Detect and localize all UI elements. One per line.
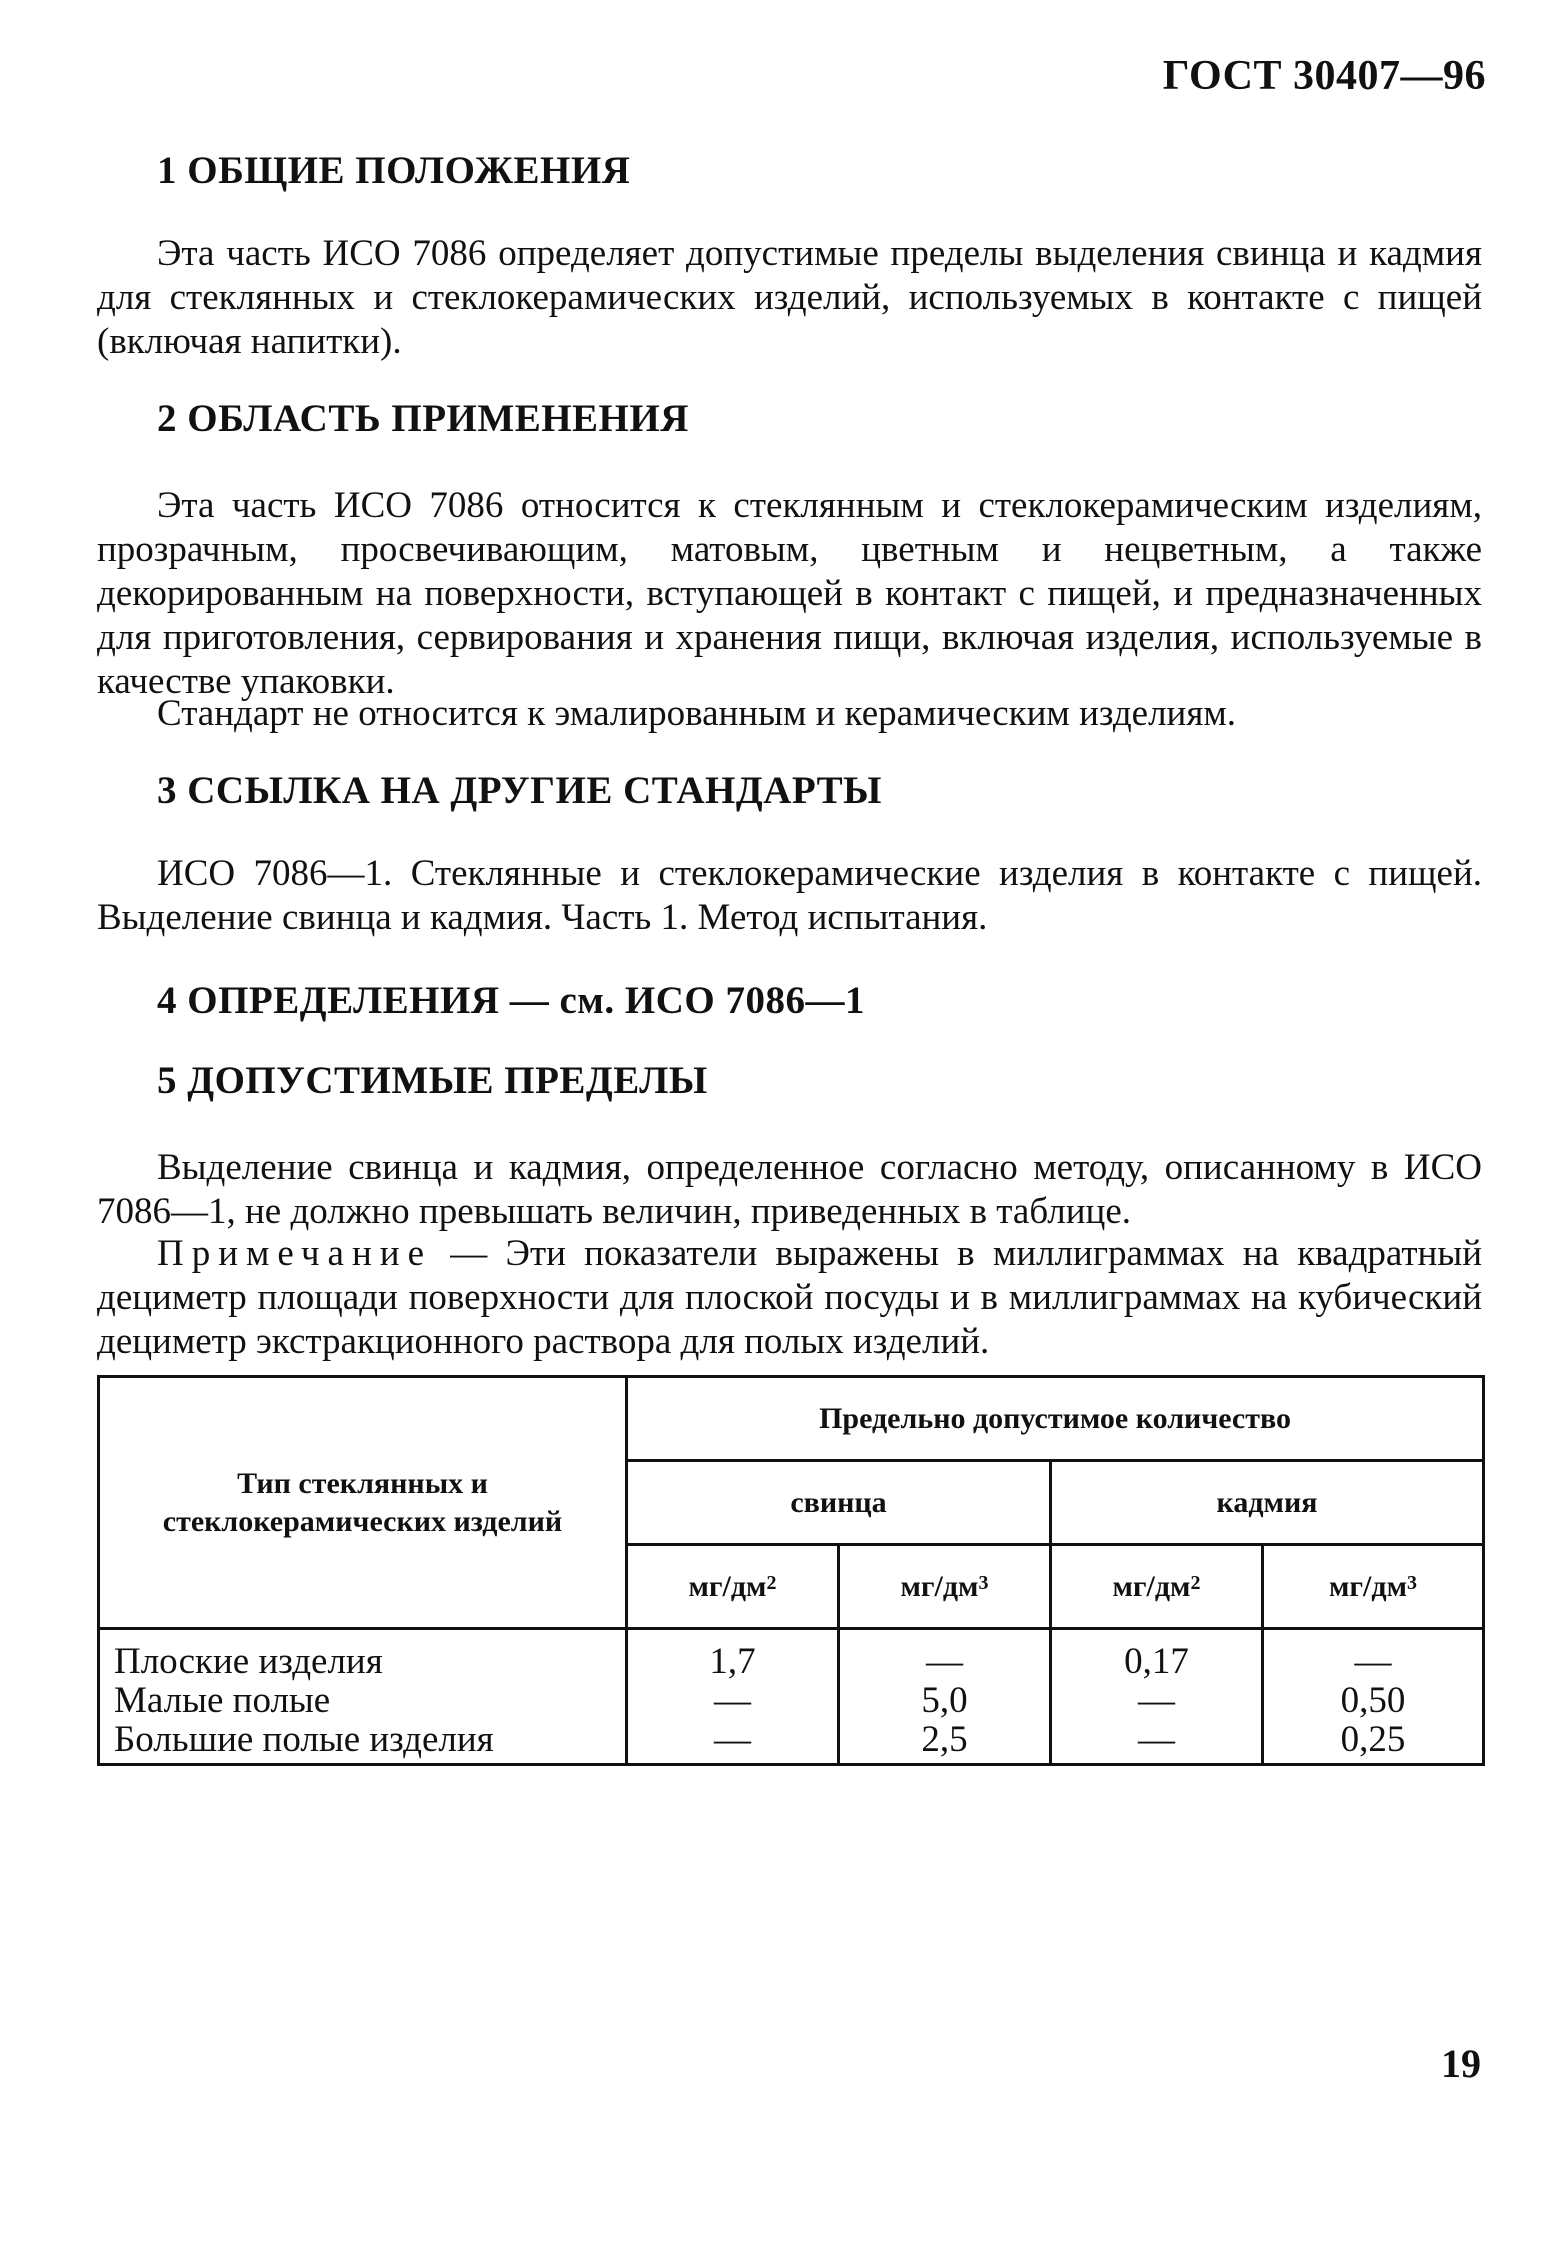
product-type-cell: Малые полые [99,1681,627,1720]
table-row [99,1681,1484,1720]
document-code: ГОСТ 30407—96 [1162,53,1486,99]
lead-unit-area: $мг/дм^2$ [627,1545,839,1629]
permissible-amount-header: Предельно допустимое количество [627,1377,1484,1461]
lead-area-cell: — [627,1720,839,1765]
section-5-heading: 5 ДОПУСТИМЫЕ ПРЕДЕЛЫ [157,1059,708,1102]
section-5-paragraph: Выделение свинца и кадмия, определенное согласно методу, описанному в ИСО 7086—1, не должно превышать величин, приведенных в таблице. [97,1147,1482,1232]
note-label: Примечание [157,1233,432,1274]
limits-table-container [97,1375,1482,1766]
cadmium-area-cell: — [1051,1681,1263,1720]
product-type-cell: Плоские изделия [99,1629,627,1682]
lead-header: свинца [627,1461,1051,1545]
lead-area-cell: 1,7 [627,1629,839,1682]
section-5-note [97,1232,1482,1364]
cadmium-volume-cell: — [1263,1629,1484,1682]
section-4-heading: 4 ОПРЕДЕЛЕНИЯ — см. ИСО 7086—1 [157,979,865,1022]
cadmium-volume-cell: 0,25 [1263,1720,1484,1765]
lead-unit-volume: $мг/дм^3$ [839,1545,1051,1629]
cadmium-unit-area: $мг/дм^2$ [1051,1545,1263,1629]
section-2-heading: 2 ОБЛАСТЬ ПРИМЕНЕНИЯ [157,397,689,440]
table-row [99,1629,1484,1682]
lead-area-cell: — [627,1681,839,1720]
lead-volume-cell: — [839,1629,1051,1682]
section-1-heading: 1 ОБЩИЕ ПОЛОЖЕНИЯ [157,149,631,192]
section-3-paragraph: ИСО 7086—1. Стеклянные и стеклокерамические изделия в контакте с пищей. Выделение свинца и кадмия. Часть 1. Метод испытания. [97,853,1482,938]
page-number: 19 [1441,2041,1481,2086]
product-type-cell: Большие полые изделия [99,1720,627,1765]
product-type-header: Тип стеклянных и стеклокерамических изделий [99,1377,627,1629]
section-1-paragraph: Эта часть ИСО 7086 определяет допустимые пределы выделения свинца и кадмия для стеклянных и стеклокерамических изделий, используемых в контакте с пищей (включая напитки). [97,233,1482,362]
cadmium-area-cell: 0,17 [1051,1629,1263,1682]
cadmium-area-cell: — [1051,1720,1263,1765]
limits-table [97,1375,1485,1766]
section-2-paragraph: Эта часть ИСО 7086 относится к стеклянным и стеклокерамическим изделиям, прозрачным, просвечивающим, матовым, цветным и нецветным, а также декорированным на поверхности, вступающей в контакт с пищей, и предназначенных для приготовления, сервирования и хранения пищи, включая изделия, используемые в качестве упаковки. [97,485,1482,702]
table-row [99,1720,1484,1765]
section-2-paragraph-2: Стандарт не относится к эмалированным и керамическим изделиям. [157,693,1237,734]
lead-volume-cell: 2,5 [839,1720,1051,1765]
cadmium-header: кадмия [1051,1461,1484,1545]
cadmium-unit-volume: $мг/дм^3$ [1263,1545,1484,1629]
section-3-heading: 3 ССЫЛКА НА ДРУГИЕ СТАНДАРТЫ [157,769,882,812]
cadmium-volume-cell: 0,50 [1263,1681,1484,1720]
note-text: — Эти показатели выражены в миллиграммах на квадратный дециметр площади поверхности для плоской посуды и в миллиграммах на кубический дециметр экстракционного раствора для полых изделий. [97,1233,1482,1362]
lead-volume-cell: 5,0 [839,1681,1051,1720]
